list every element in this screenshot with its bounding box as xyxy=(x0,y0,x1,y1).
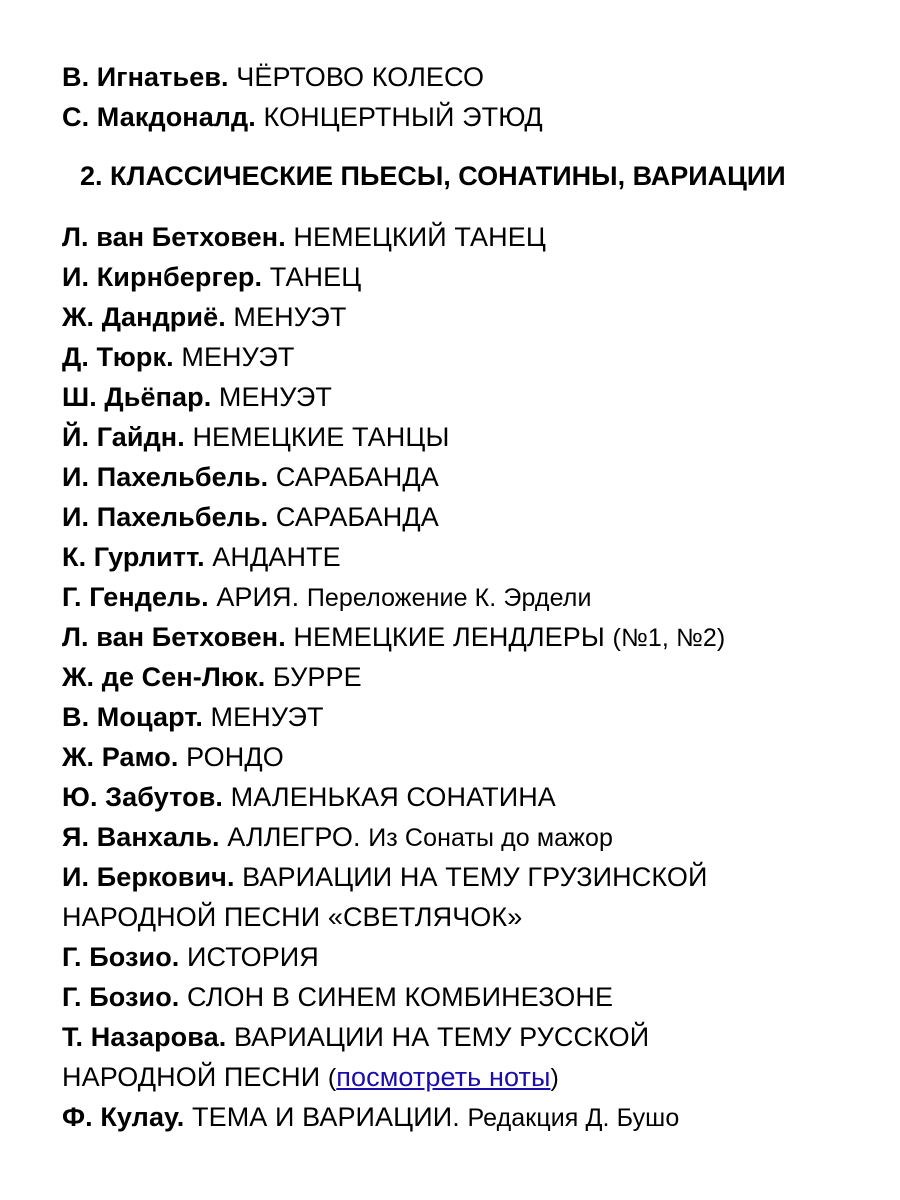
list-item xyxy=(62,257,862,297)
composer-name: Ж. Дандриё. xyxy=(62,302,226,332)
piece-title-continuation: НАРОДНОЙ ПЕСНИ xyxy=(62,1062,321,1092)
composer-name: К. Гурлитт. xyxy=(62,542,205,572)
list-item xyxy=(62,97,862,137)
list-item xyxy=(62,297,862,337)
piece-title: НЕМЕЦКИЙ ТАНЕЦ xyxy=(293,222,546,252)
composer-name: Ю. Забутов. xyxy=(62,782,224,812)
composer-name: И. Беркович. xyxy=(62,862,235,892)
composer-name: Ш. Дьёпар. xyxy=(62,382,212,412)
piece-note: (№1, №2) xyxy=(612,624,726,652)
list-item xyxy=(62,1097,862,1137)
list-item xyxy=(62,457,862,497)
composer-name: И. Пахельбель. xyxy=(62,502,269,532)
composer-name: Л. ван Бетховен. xyxy=(62,222,286,252)
piece-note: Редакция Д. Бушо xyxy=(467,1104,680,1132)
list-item xyxy=(62,377,862,417)
piece-title: МЕНУЭТ xyxy=(210,702,324,732)
composer-name: Г. Гендель. xyxy=(62,582,209,612)
list-item xyxy=(62,217,862,257)
piece-title: ИСТОРИЯ xyxy=(187,942,319,972)
piece-title: СЛОН В СИНЕМ КОМБИНЕЗОНЕ xyxy=(187,982,614,1012)
composer-name: С. Макдоналд. xyxy=(62,102,256,132)
list-item xyxy=(62,937,862,977)
piece-title: САРАБАНДА xyxy=(275,462,439,492)
view-sheet-music-link[interactable]: посмотреть ноты xyxy=(336,1062,551,1092)
piece-title: ЧЁРТОВО КОЛЕСО xyxy=(236,62,485,92)
list-item xyxy=(62,697,862,737)
piece-title: НЕМЕЦКИЕ ТАНЦЫ xyxy=(192,422,450,452)
list-item xyxy=(62,817,862,857)
link-close-paren: ) xyxy=(550,1064,559,1092)
list-item xyxy=(62,657,862,697)
piece-title: БУРРЕ xyxy=(272,662,362,692)
composer-name: Я. Ванхаль. xyxy=(62,822,220,852)
composer-name: Г. Бозио. xyxy=(62,982,180,1012)
list-item-continuation xyxy=(62,897,862,937)
piece-title: МЕНУЭТ xyxy=(218,382,332,412)
list-item xyxy=(62,537,862,577)
piece-title: АЛЛЕГРО. xyxy=(227,822,361,852)
piece-note: Переложение К. Эрдели xyxy=(306,584,592,612)
composer-name: Ж. де Сен-Люк. xyxy=(62,662,266,692)
list-item xyxy=(62,857,862,897)
composer-name: Ж. Рамо. xyxy=(62,742,179,772)
list-item xyxy=(62,977,862,1017)
composer-name: Д. Тюрк. xyxy=(62,342,174,372)
piece-title: КОНЦЕРТНЫЙ ЭТЮД xyxy=(263,102,543,132)
composer-name: Л. ван Бетховен. xyxy=(62,622,286,652)
list-item-continuation xyxy=(62,1057,862,1097)
list-item xyxy=(62,777,862,817)
link-open-paren: ( xyxy=(327,1064,337,1092)
piece-title: МЕНУЭТ xyxy=(181,342,295,372)
composer-name: Г. Бозио. xyxy=(62,942,180,972)
piece-title: САРАБАНДА xyxy=(275,502,439,532)
composer-name: В. Моцарт. xyxy=(62,702,203,732)
piece-title: МАЛЕНЬКАЯ СОНАТИНА xyxy=(230,782,556,812)
composer-name: В. Игнатьев. xyxy=(62,62,229,92)
piece-title: МЕНУЭТ xyxy=(233,302,347,332)
piece-title: АРИЯ. xyxy=(216,582,300,612)
composer-name: Ф. Кулау. xyxy=(62,1102,185,1132)
piece-title: НЕМЕЦКИЕ ЛЕНДЛЕРЫ xyxy=(293,622,605,652)
list-item xyxy=(62,1017,862,1057)
list-item xyxy=(62,337,862,377)
piece-note: Из Сонаты до мажор xyxy=(368,824,613,852)
list-item xyxy=(62,737,862,777)
piece-title-continuation: НАРОДНОЙ ПЕСНИ «СВЕТЛЯЧОК» xyxy=(62,902,523,932)
list-item xyxy=(62,497,862,537)
list-item xyxy=(62,417,862,457)
list-item xyxy=(62,617,862,657)
piece-title: РОНДО xyxy=(186,742,284,772)
list-item xyxy=(62,577,862,617)
composer-name: Й. Гайдн. xyxy=(62,422,185,452)
piece-title: ТАНЕЦ xyxy=(269,262,362,292)
composer-name: И. Кирнбергер. xyxy=(62,262,263,292)
piece-title: ВАРИАЦИИ НА ТЕМУ РУССКОЙ xyxy=(233,1022,650,1052)
composer-name: Т. Назарова. xyxy=(62,1022,227,1052)
composer-name: И. Пахельбель. xyxy=(62,462,269,492)
piece-title: ВАРИАЦИИ НА ТЕМУ ГРУЗИНСКОЙ xyxy=(242,862,708,892)
piece-title: АНДАНТЕ xyxy=(212,542,341,572)
list-item xyxy=(62,57,862,97)
section-heading: 2. КЛАССИЧЕСКИЕ ПЬЕСЫ, СОНАТИНЫ, ВАРИАЦИИ xyxy=(80,161,786,191)
piece-title: ТЕМА И ВАРИАЦИИ. xyxy=(192,1102,460,1132)
repertoire-list xyxy=(62,217,862,1137)
intro-list xyxy=(62,57,862,137)
